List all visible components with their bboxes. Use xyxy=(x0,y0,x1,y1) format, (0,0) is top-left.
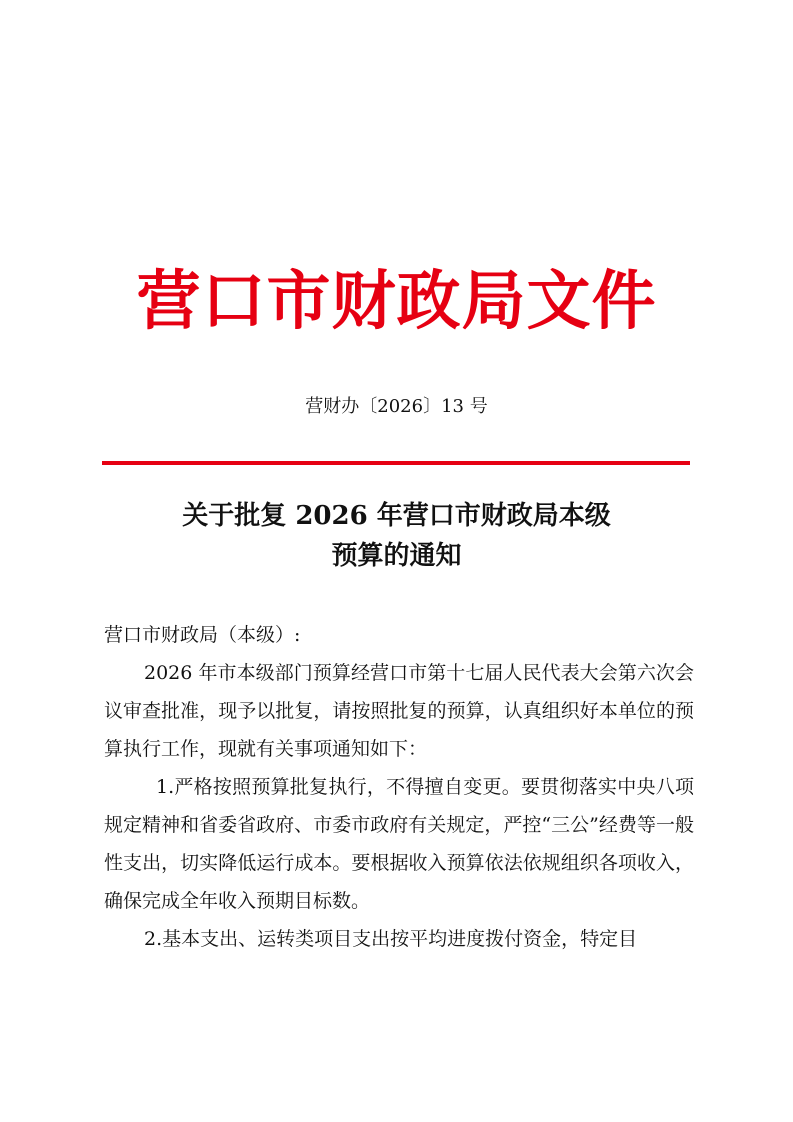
paragraph-item-1: 1.严格按照预算批复执行，不得擅自变更。要贯彻落实中央八项规定精神和省委省政府、市委市政府有关规定，严控“三公”经费等一般性支出，切实降低运行成本。要根据收入预算依法依规组织各项收入，确保完成全年收入预期目标数。 xyxy=(104,776,694,912)
paragraph-item-2: 2.基本支出、运转类项目支出按平均进度拨付资金，特定目 xyxy=(144,928,638,950)
document-body xyxy=(104,616,694,958)
document-number: 营财办〔2026〕13 号 xyxy=(305,396,488,417)
document-title xyxy=(0,496,793,576)
red-divider-line xyxy=(102,461,690,465)
document-masthead: 营口市财政局文件 xyxy=(136,265,657,339)
salutation: 营口市财政局（本级）: xyxy=(104,624,301,646)
title-line-1: 关于批复 2026 年营口市财政局本级 xyxy=(182,501,611,531)
title-line-2: 预算的通知 xyxy=(331,541,462,571)
paragraph-intro: 2026 年市本级部门预算经营口市第十七届人民代表大会第六次会议审查批准，现予以批复，请按照批复的预算，认真组织好本单位的预算执行工作，现就有关事项通知如下： xyxy=(104,662,694,760)
